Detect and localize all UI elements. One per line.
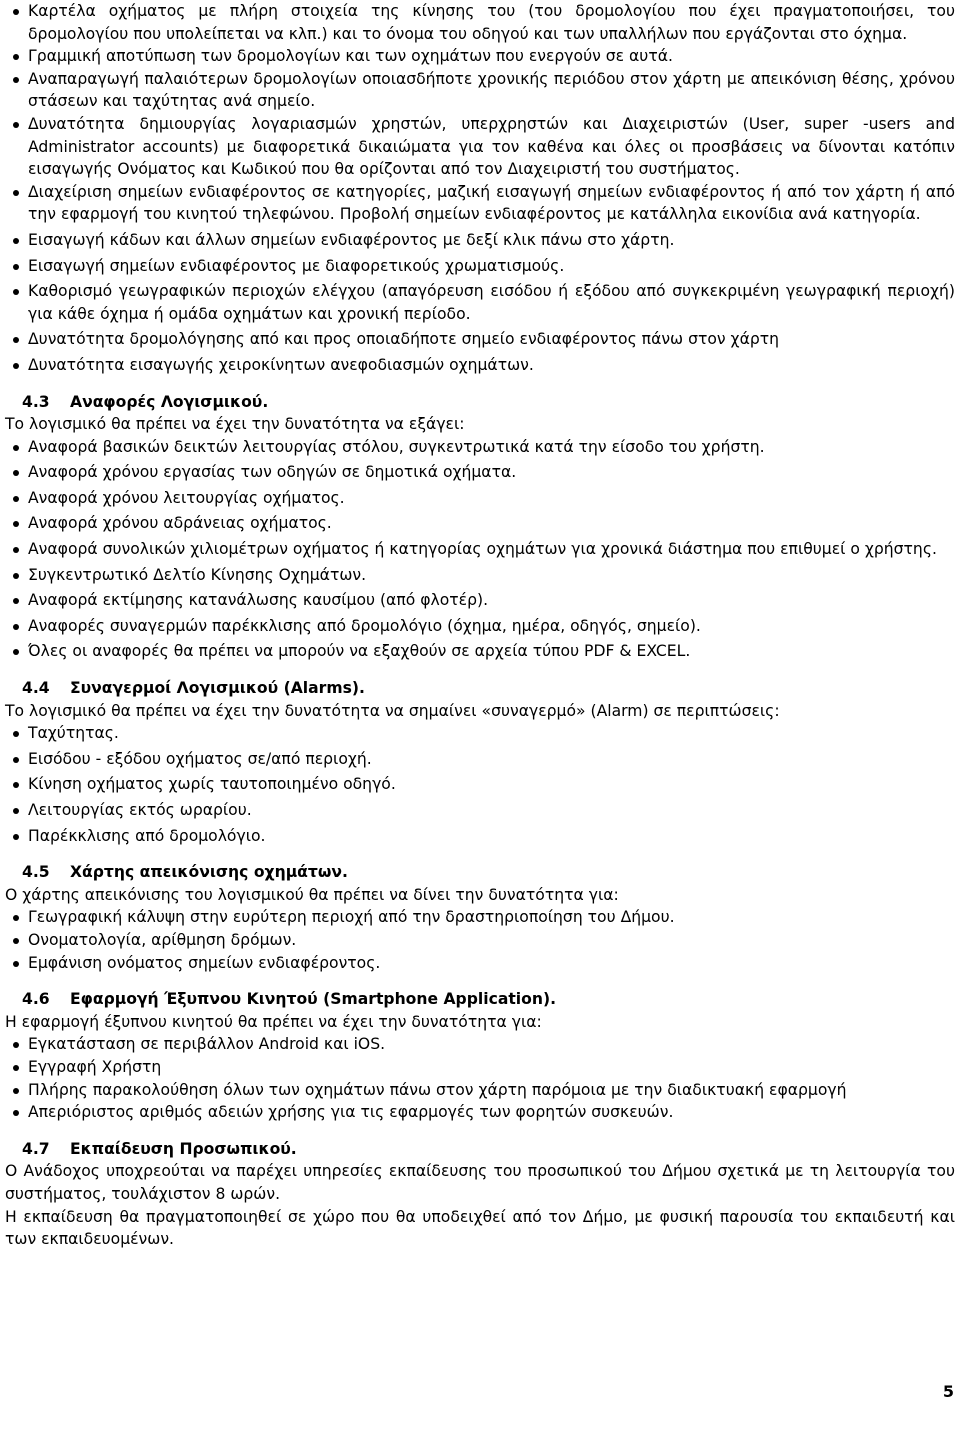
section-intro: Το λογισμικό θα πρέπει να έχει την δυνατότητα να σημαίνει «συναγερμό» (Alarm) σε περιπτώσεις: [5, 701, 780, 720]
smartphone-list [5, 1033, 955, 1123]
list-item: Διαχείριση σημείων ενδιαφέροντος σε κατηγορίες, μαζική εισαγωγή σημείων ενδιαφέροντος ή από τον χάρτη ή από την εφαρμογή του κινητού τηλεφώνου. Προβολή σημείων ενδιαφέροντος με κατάλληλα εικονίδια ανά κατηγορία. [5, 181, 955, 226]
list-item: Αναφορά συνολικών χιλιομέτρων οχήματος ή κατηγορίας οχημάτων για χρονικά διάστημα που επιθυμεί ο χρήστης. [5, 538, 955, 561]
list-item: Γεωγραφική κάλυψη στην ευρύτερη περιοχή από την δραστηριοποίηση του Δήμου. [5, 906, 955, 929]
section-title: Χάρτης απεικόνισης οχημάτων. [70, 863, 348, 882]
list-item: Λειτουργίας εκτός ωραρίου. [5, 799, 955, 822]
list-item: Δυνατότητα εισαγωγής χειροκίνητων ανεφοδιασμών οχημάτων. [5, 354, 955, 377]
document-page [5, 0, 955, 1251]
list-item: Ονοματολογία, αρίθμηση δρόμων. [5, 929, 955, 952]
list-item: Εμφάνιση ονόματος σημείων ενδιαφέροντος. [5, 952, 955, 975]
list-item: Παρέκκλισης από δρομολόγιο. [5, 825, 955, 848]
list-item: Δυνατότητα δημιουργίας λογαριασμών χρηστών, υπερχρηστών και Διαχειριστών (User, super -users and Administrator accounts) με διαφορετικά δικαιώματα για τον καθένα και όλες οι προσβάσεις να δίνονται κατόπιν εισαγωγής Ονόματος και Κωδικού που θα ορίζονται από τον Διαχειριστή του συστήματος. [5, 113, 955, 181]
section-heading-reports [5, 391, 955, 414]
list-item: Δυνατότητα δρομολόγησης από και προς οποιαδήποτε σημείο ενδιαφέροντος πάνω στον χάρτη [5, 328, 955, 351]
section-title: Συναγερμοί Λογισμικού (Alarms). [70, 679, 365, 698]
list-item: Γραμμική αποτύπωση των δρομολογίων και των οχημάτων που ενεργούν σε αυτά. [5, 45, 955, 68]
list-item: Κίνηση οχήματος χωρίς ταυτοποιημένο οδηγό. [5, 773, 955, 796]
section-heading-alarms [5, 677, 955, 700]
reports-list [5, 436, 955, 663]
section-number: 4.4 [22, 679, 50, 698]
section-intro: Η εφαρμογή έξυπνου κινητού θα πρέπει να έχει την δυνατότητα για: [5, 1012, 542, 1031]
map-list [5, 906, 955, 974]
list-item: Εισαγωγή κάδων και άλλων σημείων ενδιαφέροντος με δεξί κλικ πάνω στο χάρτη. [5, 229, 955, 252]
section-intro: Το λογισμικό θα πρέπει να έχει την δυνατότητα να εξάγει: [5, 415, 465, 434]
list-item: Αναπαραγωγή παλαιότερων δρομολογίων οποιασδήποτε χρονικής περιόδου στον χάρτη με απεικόνιση θέσης, χρόνου στάσεων και ταχύτητας ανά σημείο. [5, 68, 955, 113]
training-paragraph-2: Η εκπαίδευση θα πραγματοποιηθεί σε χώρο που θα υποδειχθεί από τον Δήμο, με φυσική παρουσία του εκπαιδευτή και των εκπαιδευομένων. [5, 1207, 955, 1249]
section-title: Εκπαίδευση Προσωπικού. [70, 1139, 297, 1158]
section-heading-training [5, 1138, 955, 1161]
training-paragraph-1: Ο Ανάδοχος υποχρεούται να παρέχει υπηρεσίες εκπαίδευσης του προσωπικού του Δήμου σχετικά με τη λειτουργία του συστήματος, τουλάχιστον 8 ωρών. [5, 1162, 955, 1203]
list-item: Αναφορά εκτίμησης κατανάλωσης καυσίμου (από φλοτέρ). [5, 589, 955, 612]
section-heading-smartphone [5, 988, 955, 1011]
list-item: Απεριόριστος αριθμός αδειών χρήσης για τις εφαρμογές των φορητών συσκευών. [5, 1101, 955, 1124]
list-item: Εισαγωγή σημείων ενδιαφέροντος με διαφορετικούς χρωματισμούς. [5, 255, 955, 278]
section-intro: Ο χάρτης απεικόνισης του λογισμικού θα πρέπει να δίνει την δυνατότητα για: [5, 885, 619, 904]
list-item: Όλες οι αναφορές θα πρέπει να μπορούν να εξαχθούν σε αρχεία τύπου PDF & EXCEL. [5, 640, 955, 663]
section-number: 4.3 [22, 392, 50, 411]
section-title: Εφαρμογή Έξυπνου Κινητού (Smartphone Application). [70, 990, 557, 1009]
list-item: Αναφορά χρόνου αδράνειας οχήματος. [5, 512, 955, 535]
list-item: Εγκατάσταση σε περιβάλλον Android και iOS. [5, 1033, 955, 1056]
list-item: Αναφορά χρόνου λειτουργίας οχήματος. [5, 487, 955, 510]
list-item: Αναφορά χρόνου εργασίας των οδηγών σε δημοτικά οχήματα. [5, 461, 955, 484]
list-item: Αναφορές συναγερμών παρέκκλισης από δρομολόγιο (όχημα, ημέρα, οδηγός, σημείο). [5, 615, 955, 638]
list-item: Εγγραφή Χρήστη [5, 1056, 955, 1079]
feature-list [5, 0, 955, 377]
list-item: Καρτέλα οχήματος με πλήρη στοιχεία της κίνησης του (του δρομολογίου που έχει πραγματοποιήσει, του δρομολογίου που υπολείπεται να κλπ.) και το όνομα του οδηγού και των υπαλλήλων που εργάζονται στο όχημα. [5, 0, 955, 45]
section-number: 4.6 [22, 990, 50, 1009]
section-number: 4.5 [22, 863, 50, 882]
list-item: Εισόδου - εξόδου οχήματος σε/από περιοχή. [5, 748, 955, 771]
section-heading-map [5, 861, 955, 884]
section-number: 4.7 [22, 1139, 50, 1158]
list-item: Καθορισμό γεωγραφικών περιοχών ελέγχου (απαγόρευση εισόδου ή εξόδου από συγκεκριμένη γεωγραφική περιοχή) για κάθε όχημα ή ομάδα οχημάτων και χρονική περίοδο. [5, 280, 955, 325]
section-title: Αναφορές Λογισμικού. [70, 392, 269, 411]
list-item: Αναφορά βασικών δεικτών λειτουργίας στόλου, συγκεντρωτικά κατά την είσοδο του χρήστη. [5, 436, 955, 459]
list-item: Πλήρης παρακολούθηση όλων των οχημάτων πάνω στον χάρτη παρόμοια με την διαδικτυακή εφαρμογή [5, 1079, 955, 1102]
alarms-list [5, 722, 955, 847]
list-item: Συγκεντρωτικό Δελτίο Κίνησης Οχημάτων. [5, 564, 955, 587]
page-number: 5 [942, 1382, 954, 1401]
list-item: Ταχύτητας. [5, 722, 955, 745]
